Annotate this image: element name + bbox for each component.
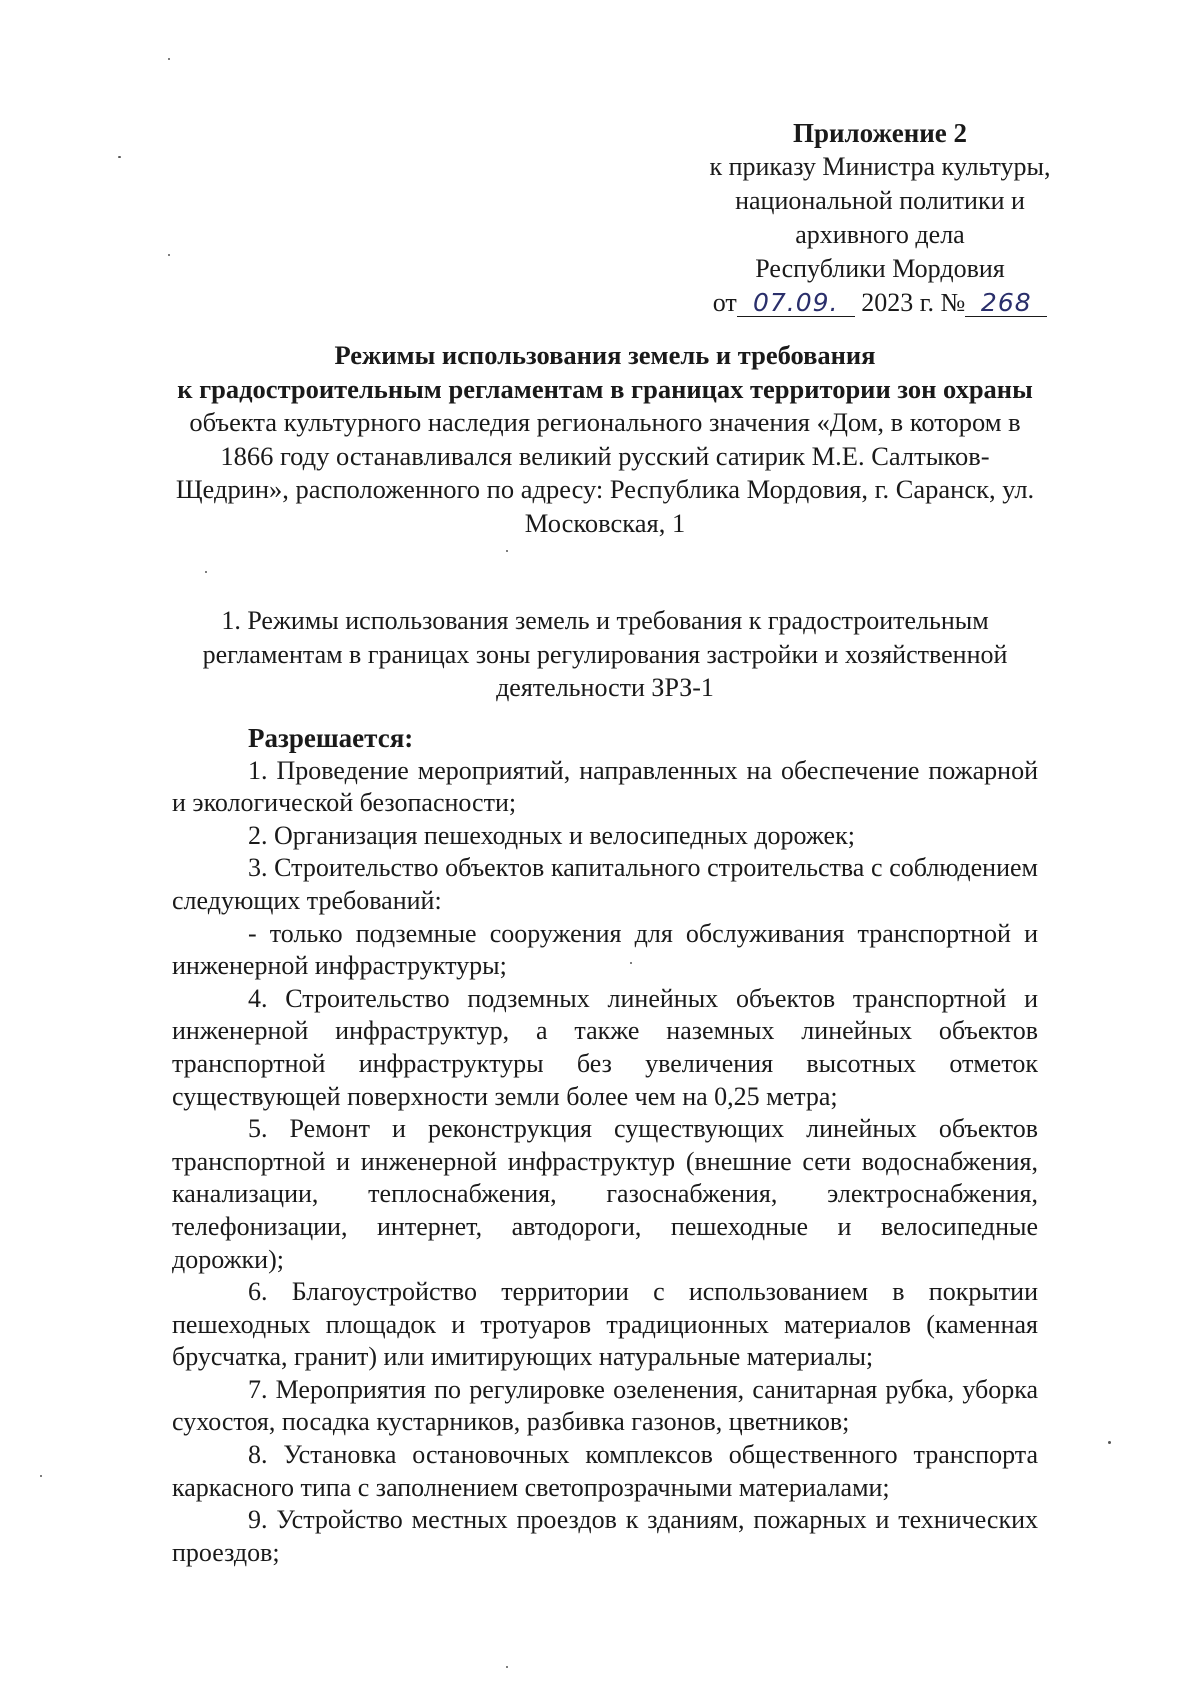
list-item: 8. Установка остановочных комплексов общественного транспорта каркасного типа с заполнением светопрозрачными материалами;	[172, 1440, 1038, 1502]
order-date-handwritten: 07.09.	[737, 290, 855, 317]
appendix-header	[680, 116, 1080, 320]
scan-speck	[168, 58, 170, 60]
date-prefix: от	[712, 288, 737, 317]
scan-speck	[630, 962, 632, 964]
appendix-title: Приложение 2	[792, 118, 968, 148]
list-item: 4. Строительство подземных линейных объектов транспортной и инженерной инфраструктур, а также наземных линейных объектов транспортной инфраструктуры без увеличения высотных отметок существующей поверхности земли более чем на 0,25 метра;	[172, 983, 1038, 1111]
order-number-handwritten: 268	[965, 290, 1047, 317]
list-item: 7. Мероприятия по регулировке озеленения, санитарная рубка, уборка сухостоя, посадка кустарников, разбивка газонов, цветников;	[172, 1374, 1038, 1437]
document-body	[172, 722, 1038, 1569]
list-item: - только подземные сооружения для обслуживания транспортной и инженерной инфраструктуры;	[172, 918, 1038, 981]
scan-speck	[168, 254, 170, 256]
list-item: 3. Строительство объектов капитального строительства с соблюдением следующих требований:	[172, 853, 1038, 915]
list-item: 1. Проведение мероприятий, направленных на обеспечение пожарной и экологической безопасности;	[172, 755, 1038, 818]
scan-speck	[40, 1475, 42, 1477]
order-year-text: 2023 г. №	[861, 288, 966, 317]
document-title	[170, 339, 1040, 540]
appendix-line-3: архивного дела	[795, 220, 965, 249]
scan-speck	[1108, 1441, 1111, 1444]
list-item: 6. Благоустройство территории с использованием в покрытии пешеходных площадок и тротуаров традиционных материалов (каменная брусчатка, гранит) или имитирующих натуральные материалы;	[172, 1277, 1038, 1372]
list-item: 9. Устройство местных проездов к зданиям, пожарных и технических проездов;	[172, 1505, 1038, 1567]
scan-speck	[506, 1666, 508, 1668]
title-bold-line-1: Режимы использования земель и требования	[334, 340, 876, 370]
appendix-line-4: Республики Мордовия	[755, 254, 1005, 283]
section-heading: 1. Режимы использования земель и требования к градостроительным регламентам в границах зоны регулирования застройки и хозяйственной деятельности ЗРЗ-1	[202, 606, 1008, 702]
scan-speck	[118, 156, 121, 158]
appendix-line-1: к приказу Министра культуры,	[709, 152, 1051, 181]
list-item: 2. Организация пешеходных и велосипедных дорожек;	[248, 820, 855, 850]
title-object-description: объекта культурного наследия регионального значения «Дом, в котором в 1866 году останавливался великий русский сатирик М.Е. Салтыков-Щедрин», расположенного по адресу: Республика Мордовия, г. Саранск, ул. Московская, 1	[175, 407, 1035, 538]
appendix-line-2: национальной политики и	[735, 186, 1025, 215]
allowed-label: Разрешается:	[248, 723, 414, 753]
order-date-line	[680, 286, 1080, 320]
list-item: 5. Ремонт и реконструкция существующих линейных объектов транспортной и инженерной инфраструктур (внешние сети водоснабжения, канализации, теплоснабжения, газоснабжения, электроснабжения, телефонизации, интернет, автодороги, пешеходные и велосипедные дорожки);	[172, 1114, 1038, 1274]
scan-speck	[506, 550, 508, 552]
title-bold-line-2: к градостроительным регламентам в границах территории зон охраны	[177, 373, 1033, 404]
scan-speck	[205, 571, 207, 573]
